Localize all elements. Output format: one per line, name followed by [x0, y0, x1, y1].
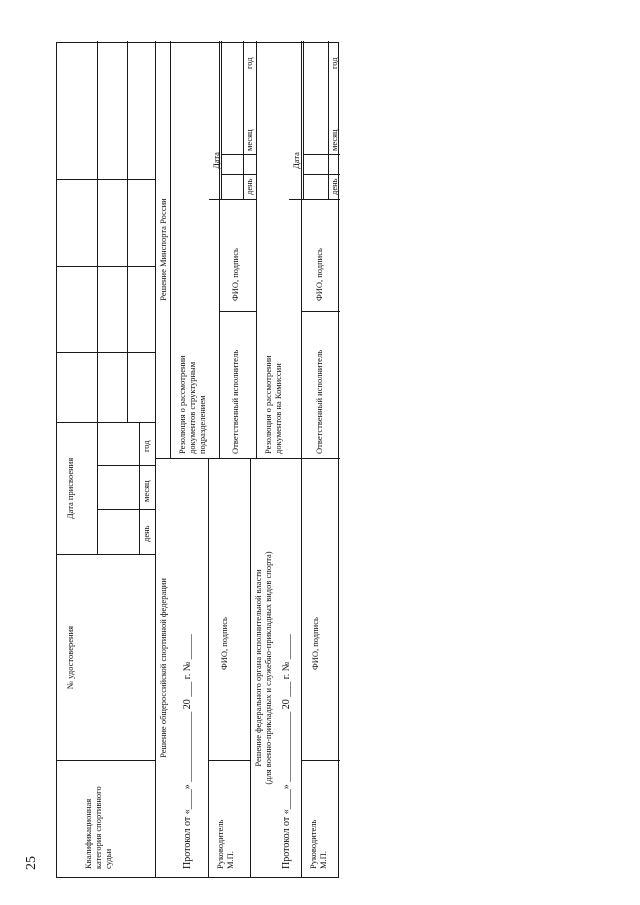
header-category-label: Квалификационная категория спортивного судьи: [83, 786, 114, 869]
federation-sign-label: ФИО, подпись: [219, 617, 229, 670]
authority-section: [250, 459, 340, 877]
ministry-commission-resolution: Резолюция о рассмотрении документов на Комиссии: [263, 355, 284, 454]
ministry-commission-date-month: месяц: [329, 129, 339, 151]
federation-title: Решение общероссийской спортивной федерации: [158, 578, 168, 758]
authority-sign-label: ФИО, подпись: [310, 617, 320, 670]
ministry-title: Решение Минспорта России: [158, 198, 168, 301]
ministry-commission-date-day: день: [329, 178, 339, 195]
header-certificate-label: № удостоверения: [65, 625, 75, 690]
header-empty-cell-3: [57, 180, 155, 267]
header-date-year: год: [141, 440, 151, 452]
federation-head-label: Руководитель М.П.: [215, 819, 236, 869]
authority-sign-cell: [302, 459, 340, 761]
ministry-commission-sign-label: ФИО, подпись: [314, 248, 324, 301]
ministry-section: [155, 41, 340, 459]
ministry-commission-date-cell: [289, 41, 340, 200]
ministry-structural-sign-label: ФИО, подпись: [230, 248, 240, 301]
ministry-structural-resolution: Резолюция о рассмотрении документов структурным подразделением: [177, 355, 208, 454]
authority-head-label: Руководитель М.П.: [308, 819, 329, 869]
header-category-cell: [57, 761, 155, 877]
header-date-cell: [57, 423, 155, 555]
header-empty-cell-2: [57, 267, 155, 353]
header-date-day: день: [141, 525, 151, 542]
authority-title: Решение федерального органа исполнительной власти (для военно-прикладных и служебно-прикладных видов спорта): [253, 551, 274, 785]
federation-sign-row: [208, 459, 250, 877]
header-date-label: Дата присвоения: [65, 457, 75, 520]
ministry-commission-date-label: Дата: [291, 152, 301, 169]
authority-sign-row: [301, 459, 340, 877]
federation-protocol: Протокол от «____» ______________ 20 ___ г. № _____: [182, 634, 193, 869]
header-date-month: месяц: [141, 480, 151, 502]
ministry-commission-block: [256, 41, 340, 458]
ministry-structural-date-day: день: [244, 178, 254, 195]
federation-sign-cell: [209, 459, 250, 761]
ministry-structural-sign-cell: [220, 200, 256, 312]
ministry-structural-date-year: год: [244, 57, 254, 69]
ministry-structural-date-cell: [209, 41, 256, 200]
registration-form-table: [56, 42, 339, 878]
federation-section: [155, 459, 250, 877]
ministry-commission-executor: Ответственный исполнитель: [314, 349, 324, 454]
ministry-structural-block: [170, 41, 256, 458]
ministry-structural-executor: Ответственный исполнитель: [230, 349, 240, 454]
ministry-commission-date-year: год: [329, 57, 339, 69]
page-number: 25: [24, 856, 39, 870]
ministry-structural-date-label: Дата: [211, 152, 221, 169]
ministry-structural-date-month: месяц: [244, 129, 254, 151]
authority-protocol: Протокол от «____» ______________ 20 ___ г. № _____: [281, 634, 292, 869]
header-certificate-cell: [57, 555, 155, 761]
header-empty-line-2: [127, 41, 128, 423]
header-empty-cell-4: [57, 41, 155, 180]
ministry-commission-sign-cell: [302, 200, 340, 312]
header-empty-line-1: [97, 41, 98, 423]
header-empty-cell-1: [57, 353, 155, 423]
